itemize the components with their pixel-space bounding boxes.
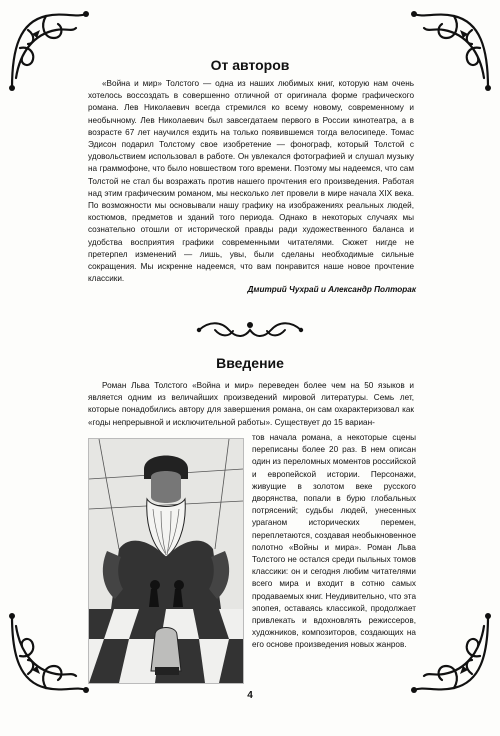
corner-ornament-bottom-left: [6, 610, 92, 696]
introduction-paragraph-top: Роман Льва Толстого «Война и мир» переведен более чем на 50 языков и является одним из величайших произведений мировой литературы. Семь лет, которые понадобились автору для завершения романа, он сам охарактеризовал как «годы непрерывной и исключительной работы». Существует до 15 вариан-: [88, 381, 414, 427]
corner-ornament-bottom-right: [408, 610, 494, 696]
introduction-paragraph-side: тов начала романа, а некоторые сцены переписаны более 20 раз. В нем описан один из переломных моментов российской и европейской истории. Персонажи, живущие в золотом веке русского дворянства, попали в бурю глобальных потрясений; судьбы людей, унесенных ураганом исторических перемен, переплетаются, создавая необыкновенное полотно «Войны и мира». Роман Льва Толстого не остался среди пыльных томов классики: он и сегодня любим читателями всего мира и входит в сотню самых продаваемых книг. Неудивительно, что эта эпопея, оставаясь классикой, продолжает привлекать и вдохновлять режиссеров, художников, композиторов, создающих на его основе произведения новых жанров.: [252, 433, 416, 650]
section-title-from-authors: От авторов: [210, 57, 290, 73]
authors-signature: Дмитрий Чухрай и Александр Полторак: [247, 285, 416, 294]
authors-paragraph: «Война и мир» Толстого — одна из наших любимых книг, которую нам очень хотелось воссоздать в совершенно отличной от оригинала форме графического романа. Лев Николаевич всегда стремился ко всему новому, современному и необычному. Лев Николаевич был завсегдатаем первого в России кинотеатра, а в возрасте 67 лет научился ездить на только появившемся тогда велосипеде. Томас Эдисон подарил Толстому свое изобретение — фонограф, который Толстой с удовольствием использовал в работе. Он увлекался фотографией и слушал музыку на граммофоне, что было новшеством того времени. Поэтому мы надеемся, что сам Толстой не стал бы возражать против нашего прочтения его произведения. Работая над этим графическим романом, мы несколько лет провели в мире начала XIX века. По возможности мы основывали нашу графику на изображениях реальных людей, костюмов, предметов и зданий того периода. Однако в некоторых случаях мы сознательно отошли от исторической правды ради художественного баланса и удобства восприятия графики современными читателями. Сюжет нигде не претерпел изменений — лишь, увы, были сделаны необходимые сильные сокращения. Мы искренне надеемся, что вам понравится наше новое прочтение классики.: [88, 79, 414, 284]
corner-ornament-top-left: [6, 8, 92, 94]
section-title-introduction: Введение: [216, 355, 284, 371]
tolstoy-portrait-illustration-icon: [88, 438, 244, 684]
corner-ornament-top-right: [408, 8, 494, 94]
page-number: 4: [247, 690, 253, 701]
ornamental-divider-icon: [195, 317, 305, 343]
